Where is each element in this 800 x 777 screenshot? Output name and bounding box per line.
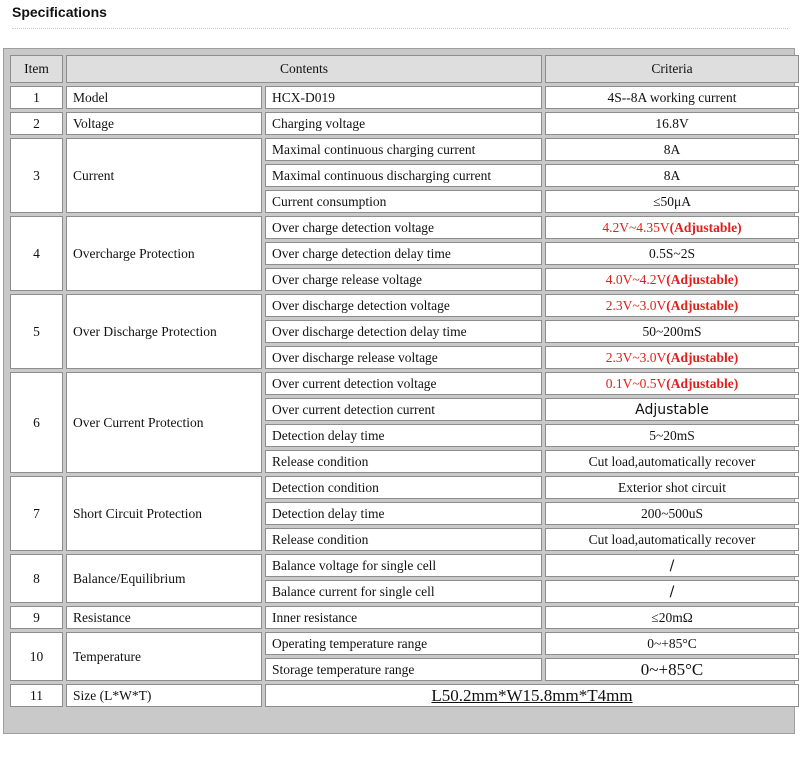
table-row: [10, 86, 799, 109]
sub-item: Charging voltage: [265, 112, 542, 135]
item-number: 2: [10, 112, 63, 135]
sub-item: Release condition: [265, 450, 542, 473]
sub-item: Over charge release voltage: [265, 268, 542, 291]
table-row: [10, 294, 799, 317]
sub-item: Over charge detection voltage: [265, 216, 542, 239]
criteria-cell: 8A: [545, 164, 799, 187]
item-number: 8: [10, 554, 63, 603]
criteria-cell: [545, 216, 799, 239]
sub-item: Balance current for single cell: [265, 580, 542, 603]
spec-table-frame: [3, 48, 795, 734]
criteria-cell: ≤50μA: [545, 190, 799, 213]
item-number: 11: [10, 684, 63, 707]
header-item: Item: [10, 55, 63, 83]
criteria-value: 0.1V~0.5V: [605, 375, 667, 391]
criteria-cell: 5~20mS: [545, 424, 799, 447]
criteria-cell: Adjustable: [545, 398, 799, 421]
table-row: [10, 632, 799, 655]
table-row: [10, 112, 799, 135]
criteria-value: 2.3V~3.0V: [605, 297, 667, 313]
header-contents: Contents: [66, 55, 542, 83]
criteria-cell: Exterior shot circuit: [545, 476, 799, 499]
title-divider: [12, 28, 788, 29]
criteria-cell: Cut load,automatically recover: [545, 450, 799, 473]
criteria-cell: Cut load,automatically recover: [545, 528, 799, 551]
item-name: Current: [66, 138, 262, 213]
adjustable-note: (Adjustable): [666, 271, 739, 287]
sub-item: Maximal continuous discharging current: [265, 164, 542, 187]
item-name: Short Circuit Protection: [66, 476, 262, 551]
item-number: 7: [10, 476, 63, 551]
item-name: Size (L*W*T): [66, 684, 262, 707]
item-name: Resistance: [66, 606, 262, 629]
adjustable-note: (Adjustable): [669, 219, 742, 235]
sub-item: Over discharge detection voltage: [265, 294, 542, 317]
sub-item: Over discharge release voltage: [265, 346, 542, 369]
criteria-cell: 8A: [545, 138, 799, 161]
sub-item: Over current detection current: [265, 398, 542, 421]
adjustable-note: (Adjustable): [666, 375, 739, 391]
criteria-cell: [545, 294, 799, 317]
item-name: Temperature: [66, 632, 262, 681]
sub-item: Current consumption: [265, 190, 542, 213]
criteria-value: 4.2V~4.35V: [602, 219, 670, 235]
sub-item: Over current detection voltage: [265, 372, 542, 395]
item-name: Voltage: [66, 112, 262, 135]
table-row: [10, 684, 799, 707]
sub-item: Detection condition: [265, 476, 542, 499]
sub-item: HCX-D019: [265, 86, 542, 109]
adjustable-note: (Adjustable): [666, 349, 739, 365]
item-number: 4: [10, 216, 63, 291]
page-title: Specifications: [12, 4, 107, 20]
sub-item: Over discharge detection delay time: [265, 320, 542, 343]
item-number: 3: [10, 138, 63, 213]
table-row: [10, 476, 799, 499]
item-name: Over Current Protection: [66, 372, 262, 473]
size-value: L50.2mm*W15.8mm*T4mm: [265, 684, 799, 707]
item-number: 6: [10, 372, 63, 473]
item-name: Model: [66, 86, 262, 109]
criteria-cell: /: [545, 580, 799, 603]
criteria-cell: ≤20mΩ: [545, 606, 799, 629]
criteria-cell: [545, 268, 799, 291]
item-name: Overcharge Protection: [66, 216, 262, 291]
item-name: Balance/Equilibrium: [66, 554, 262, 603]
table-row: [10, 138, 799, 161]
header-criteria: Criteria: [545, 55, 799, 83]
sub-item: Inner resistance: [265, 606, 542, 629]
criteria-cell: 200~500uS: [545, 502, 799, 525]
table-row: [10, 372, 799, 395]
adjustable-note: (Adjustable): [666, 297, 739, 313]
sub-item: Detection delay time: [265, 502, 542, 525]
table-row: [10, 606, 799, 629]
spec-table: [7, 52, 800, 710]
criteria-cell: [545, 346, 799, 369]
criteria-value: 4.0V~4.2V: [605, 271, 667, 287]
sub-item: Balance voltage for single cell: [265, 554, 542, 577]
criteria-cell: /: [545, 554, 799, 577]
item-number: 9: [10, 606, 63, 629]
criteria-cell: 0~+85°C: [545, 632, 799, 655]
sub-item: Maximal continuous charging current: [265, 138, 542, 161]
sub-item: Release condition: [265, 528, 542, 551]
item-number: 1: [10, 86, 63, 109]
criteria-value: 2.3V~3.0V: [605, 349, 667, 365]
item-number: 10: [10, 632, 63, 681]
sub-item: Storage temperature range: [265, 658, 542, 681]
table-row: [10, 554, 799, 577]
sub-item: Operating temperature range: [265, 632, 542, 655]
item-name: Over Discharge Protection: [66, 294, 262, 369]
item-number: 5: [10, 294, 63, 369]
sub-item: Detection delay time: [265, 424, 542, 447]
table-row: [10, 216, 799, 239]
table-header-row: [10, 55, 799, 83]
criteria-cell: 16.8V: [545, 112, 799, 135]
criteria-cell: 0~+85°C: [545, 658, 799, 681]
sub-item: Over charge detection delay time: [265, 242, 542, 265]
criteria-cell: 50~200mS: [545, 320, 799, 343]
criteria-cell: [545, 372, 799, 395]
criteria-cell: 0.5S~2S: [545, 242, 799, 265]
criteria-cell: 4S--8A working current: [545, 86, 799, 109]
